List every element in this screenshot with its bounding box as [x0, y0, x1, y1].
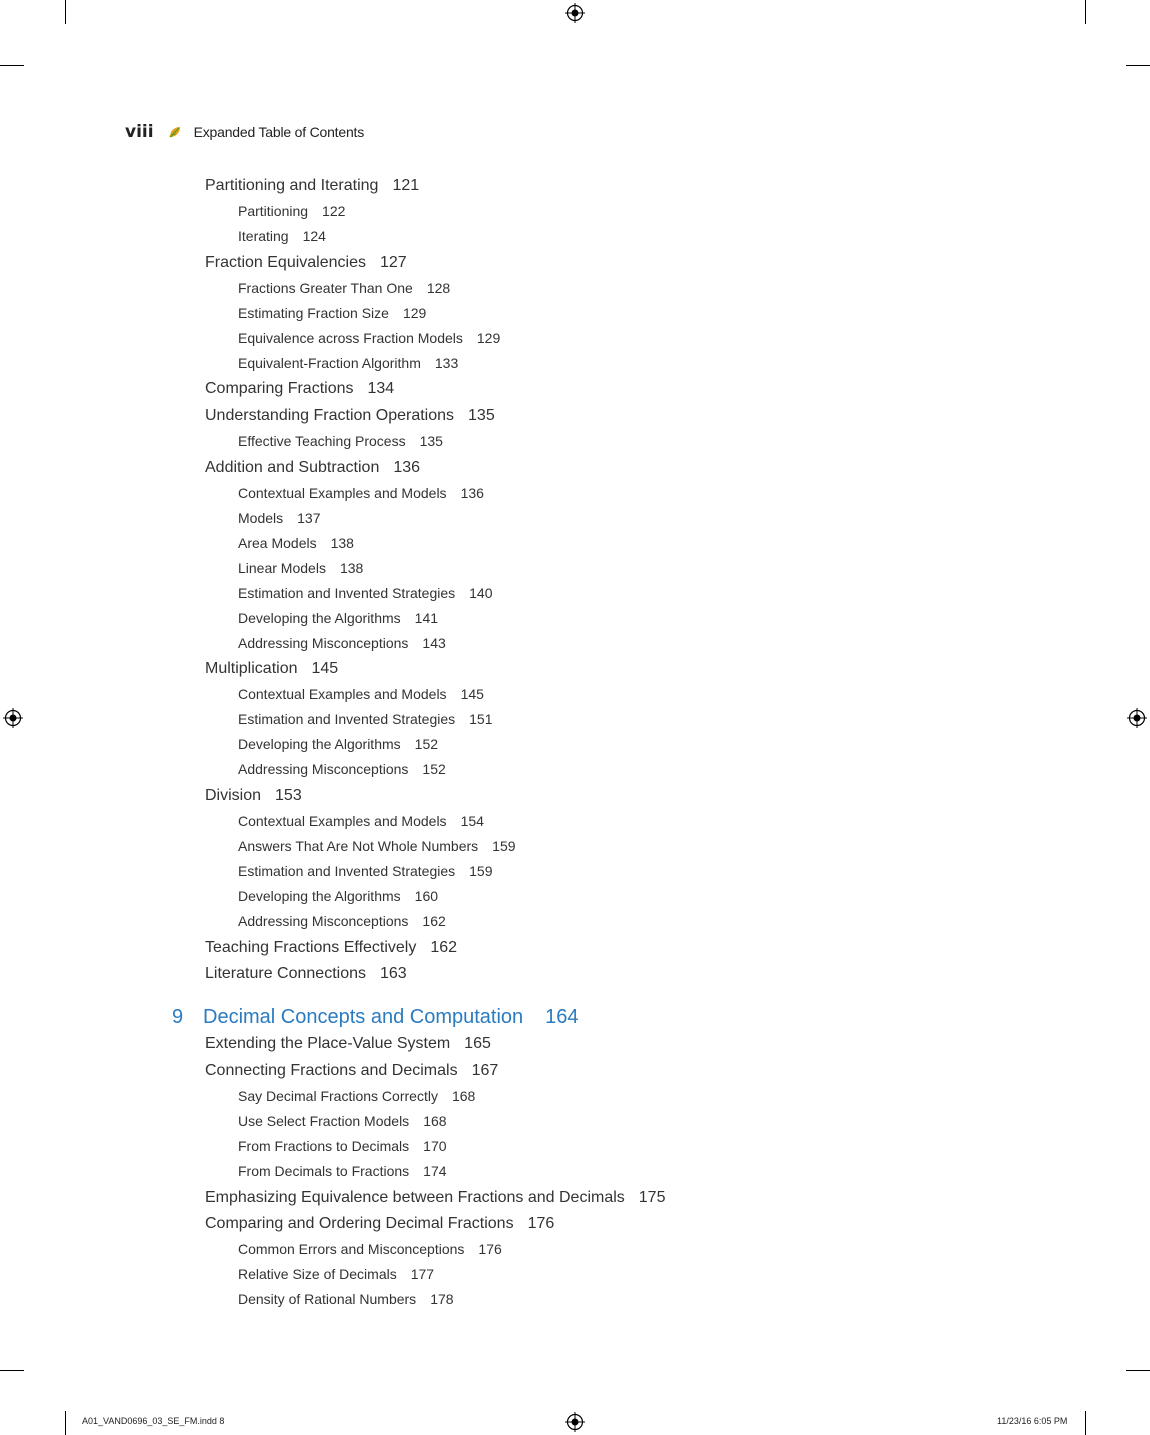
toc-subentry: [238, 1087, 475, 1105]
toc-page-number: 176: [478, 1241, 502, 1257]
toc-entry: [205, 458, 420, 478]
toc-title: Linear Models: [238, 560, 326, 576]
toc-page-number: 168: [451, 1088, 476, 1104]
toc-title: Models: [238, 510, 284, 526]
toc-page-number: 174: [423, 1163, 447, 1179]
crop-mark: [65, 0, 66, 24]
toc-page-number: 135: [419, 433, 443, 449]
toc-page-number: 159: [469, 863, 493, 879]
toc-title: Contextual Examples and Models: [238, 813, 447, 829]
toc-subentry: [238, 509, 321, 527]
slug-file: A01_VAND0696_03_SE_FM.indd 8: [82, 1416, 225, 1426]
page-folio: viii: [125, 122, 154, 142]
toc-title: Effective Teaching Process: [238, 433, 406, 449]
toc-page-number: 137: [297, 510, 321, 526]
toc-title: Developing the Algorithms: [238, 610, 401, 626]
toc-title: Equivalent-Fraction Algorithm: [238, 355, 421, 371]
toc-subentry: [238, 279, 450, 297]
toc-entry: [205, 659, 338, 679]
toc-subentry: [238, 304, 426, 322]
toc-entry: [205, 964, 407, 984]
toc-page-number: 176: [527, 1215, 555, 1232]
chapter-number: 9: [172, 1006, 184, 1028]
toc-page-number: 170: [423, 1138, 447, 1154]
toc-title: Comparing Fractions: [205, 380, 354, 397]
toc-page-number: 159: [492, 838, 516, 854]
toc-title: Literature Connections: [205, 965, 366, 982]
toc-title: Contextual Examples and Models: [238, 686, 447, 702]
toc-title: Answers That Are Not Whole Numbers: [238, 838, 479, 854]
crop-mark: [1085, 1411, 1086, 1435]
toc-subentry: [238, 1162, 447, 1180]
toc-title: Fraction Equivalencies: [205, 254, 366, 271]
toc-title: From Fractions to Decimals: [238, 1138, 410, 1154]
toc-page-number: 177: [410, 1266, 435, 1282]
toc-page-number: 154: [460, 813, 484, 829]
toc-subentry: [238, 1112, 447, 1130]
toc-page-number: 153: [275, 787, 302, 804]
toc-entry: [205, 1061, 498, 1081]
toc-title: Area Models: [238, 535, 317, 551]
toc-title: Addressing Misconceptions: [238, 913, 409, 929]
toc-title: Estimation and Invented Strategies: [238, 863, 456, 879]
toc-page-number: 175: [638, 1189, 666, 1206]
toc-page-number: 145: [460, 686, 484, 702]
toc-page-number: 151: [469, 711, 493, 727]
toc-page-number: 121: [392, 177, 420, 194]
toc-title: From Decimals to Fractions: [238, 1163, 410, 1179]
toc-page-number: 143: [422, 635, 446, 651]
toc-page-number: 145: [311, 660, 339, 677]
toc-title: Density of Rational Numbers: [238, 1291, 417, 1307]
toc-page-number: 152: [414, 736, 439, 752]
toc-title: Division: [205, 787, 262, 804]
toc-page-number: 124: [302, 228, 326, 244]
toc-subentry: [238, 1137, 447, 1155]
toc-title: Fractions Greater Than One: [238, 280, 413, 296]
toc-subentry: [238, 912, 446, 930]
toc-page-number: 165: [464, 1035, 491, 1052]
toc-entry: [205, 1034, 491, 1054]
toc-subentry: [238, 1290, 454, 1308]
toc-title: Say Decimal Fractions Correctly: [238, 1088, 438, 1104]
toc-entry: [205, 406, 495, 426]
toc-page-number: 138: [330, 535, 354, 551]
toc-subentry: [238, 227, 326, 245]
toc-subentry: [238, 837, 516, 855]
toc-page-number: 167: [471, 1062, 499, 1079]
toc-page-number: 141: [414, 610, 439, 626]
toc-title: Estimation and Invented Strategies: [238, 711, 456, 727]
toc-page-number: 162: [430, 939, 458, 956]
toc-title: Decimal Concepts and Computation: [203, 1006, 524, 1028]
toc-title: Addressing Misconceptions: [238, 635, 409, 651]
crop-mark: [0, 65, 24, 66]
toc-title: Estimating Fraction Size: [238, 305, 389, 321]
registration-mark-icon: [1127, 708, 1147, 728]
toc-page-number: 134: [367, 380, 395, 397]
toc-entry: [205, 1188, 665, 1208]
toc-page-number: 138: [339, 560, 364, 576]
toc-title: Use Select Fraction Models: [238, 1113, 410, 1129]
toc-title: Common Errors and Misconceptions: [238, 1241, 465, 1257]
toc-page-number: 136: [460, 485, 484, 501]
toc-page-number: 163: [379, 965, 407, 982]
toc-subentry: [238, 534, 354, 552]
toc-page-number: 129: [476, 330, 501, 346]
toc-title: Partitioning: [238, 203, 309, 219]
toc-title: Understanding Fraction Operations: [205, 407, 455, 424]
registration-mark-icon: [565, 1412, 585, 1432]
leaf-icon: [168, 125, 182, 139]
toc-page-number: 164: [545, 1006, 579, 1028]
toc-page-number: 162: [422, 913, 446, 929]
toc-title: Iterating: [238, 228, 289, 244]
toc-subentry: [238, 812, 484, 830]
toc-subentry: [238, 584, 493, 602]
toc-page-number: 129: [402, 305, 427, 321]
toc-subentry: [238, 887, 438, 905]
toc-subentry: [238, 329, 500, 347]
crop-mark: [1126, 65, 1150, 66]
toc-title: Teaching Fractions Effectively: [205, 939, 417, 956]
toc-entry: [205, 786, 302, 806]
toc-page-number: 127: [379, 254, 407, 271]
toc-title: Addition and Subtraction: [205, 459, 380, 476]
toc-subentry: [238, 685, 484, 703]
toc-page-number: 152: [422, 761, 446, 777]
toc-title: Developing the Algorithms: [238, 888, 401, 904]
toc-page-number: 168: [423, 1113, 447, 1129]
toc-title: Estimation and Invented Strategies: [238, 585, 456, 601]
toc-subentry: [238, 432, 443, 450]
toc-page-number: 128: [426, 280, 451, 296]
toc-title: Addressing Misconceptions: [238, 761, 409, 777]
toc-title: Developing the Algorithms: [238, 736, 401, 752]
toc-subentry: [238, 609, 438, 627]
toc-page-number: 136: [393, 459, 421, 476]
crop-mark: [1126, 1370, 1150, 1371]
toc-page-number: 178: [430, 1291, 454, 1307]
toc-subentry: [238, 735, 438, 753]
toc-title: Equivalence across Fraction Models: [238, 330, 463, 346]
toc-title: Contextual Examples and Models: [238, 485, 447, 501]
registration-mark-icon: [565, 3, 585, 23]
toc-title: Relative Size of Decimals: [238, 1266, 397, 1282]
toc-entry: [205, 176, 419, 196]
toc-page-number: 133: [434, 355, 459, 371]
toc-page-number: 160: [414, 888, 439, 904]
toc-entry: [205, 379, 394, 399]
toc-subentry: [238, 559, 363, 577]
crop-mark: [0, 1370, 24, 1371]
toc-subentry: [238, 634, 446, 652]
toc-subentry: [238, 862, 493, 880]
toc-subentry: [238, 354, 458, 372]
toc-title: Extending the Place-Value System: [205, 1035, 451, 1052]
toc-title: Emphasizing Equivalence between Fractions and Decimals: [205, 1189, 625, 1206]
running-header: [125, 120, 364, 144]
toc-entry: [205, 938, 457, 958]
toc-subentry: [238, 484, 484, 502]
toc-entry: [205, 1214, 554, 1234]
toc-entry: [205, 253, 407, 273]
header-title: Expanded Table of Contents: [193, 124, 365, 140]
toc-title: Partitioning and Iterating: [205, 177, 379, 194]
toc-subentry: [238, 1240, 502, 1258]
toc-title: Comparing and Ordering Decimal Fractions: [205, 1215, 514, 1232]
toc-title: Connecting Fractions and Decimals: [205, 1062, 458, 1079]
slug-timestamp: 11/23/16 6:05 PM: [997, 1416, 1068, 1426]
toc-subentry: [238, 760, 446, 778]
toc-title: Multiplication: [205, 660, 298, 677]
toc-chapter: [172, 1005, 579, 1029]
toc-subentry: [238, 1265, 434, 1283]
crop-mark: [65, 1411, 66, 1435]
toc-subentry: [238, 202, 345, 220]
toc-page-number: 122: [322, 203, 346, 219]
crop-mark: [1085, 0, 1086, 24]
toc-page-number: 135: [468, 407, 495, 424]
registration-mark-icon: [3, 708, 23, 728]
toc-page-number: 140: [469, 585, 493, 601]
toc-subentry: [238, 710, 493, 728]
